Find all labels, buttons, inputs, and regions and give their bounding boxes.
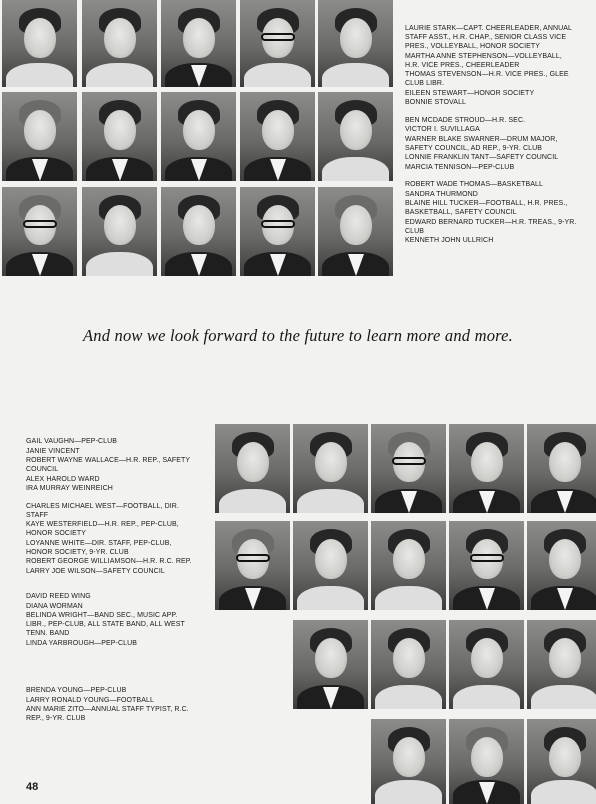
portrait-photo bbox=[318, 92, 393, 181]
portrait-photo bbox=[527, 521, 596, 610]
name-entry: IRA MURRAY WEINREICH bbox=[26, 485, 113, 492]
name-entry: DAVID REED WING bbox=[26, 593, 91, 600]
name-entry: LINDA YARBROUGH—PEP-CLUB bbox=[26, 639, 138, 647]
portrait-photo bbox=[240, 0, 315, 87]
name-entry: BRENDA YOUNG—PEP-CLUB bbox=[26, 687, 127, 694]
portrait-photo bbox=[318, 0, 393, 87]
portrait-photo bbox=[449, 620, 524, 709]
name-entry: LAURIE STARK—CAPT. CHEERLEADER, ANNUAL STAFF ASST., H.R. CHAP., SENIOR CLASS VICE PRES., VOLLEYBALL, HONOR SOCIETY bbox=[405, 25, 572, 50]
portrait-photo bbox=[2, 92, 77, 181]
portrait-photo bbox=[449, 719, 524, 804]
portrait-photo bbox=[161, 187, 236, 276]
portrait-photo bbox=[371, 424, 446, 513]
portrait-photo bbox=[82, 0, 157, 87]
name-entry: LARRY JOE WILSON—SAFETY COUNCIL bbox=[26, 567, 165, 575]
portrait-photo bbox=[293, 620, 368, 709]
name-entry: VICTOR I. SUVILLAGA bbox=[405, 126, 480, 133]
portrait-photo bbox=[293, 424, 368, 513]
portrait-photo bbox=[371, 620, 446, 709]
name-entry: THOMAS STEVENSON—H.R. VICE PRES., GLEE CLUB LIBR. bbox=[405, 71, 569, 87]
top-names-list bbox=[405, 24, 577, 246]
portrait-photo bbox=[527, 719, 596, 804]
page-number: 48 bbox=[26, 781, 39, 793]
bottom-names-list bbox=[26, 437, 198, 724]
name-entry: LONNIE FRANKLIN TANT—SAFETY COUNCIL bbox=[405, 154, 559, 161]
name-entry: BEN MCDADE STROUD—H.R. SEC. bbox=[405, 116, 526, 124]
name-entry: DIANA WORMAN bbox=[26, 602, 83, 610]
portrait-photo bbox=[2, 187, 77, 276]
spacer bbox=[405, 172, 577, 180]
name-entry: ANN MARIE ZITO—ANNUAL STAFF TYPIST, R.C. REP., 9-YR. CLUB bbox=[26, 706, 189, 722]
name-entry: MARTHA ANNE STEPHENSON—VOLLEYBALL, H.R. VICE PRES., CHEERLEADER bbox=[405, 52, 562, 69]
spacer bbox=[26, 494, 198, 502]
name-entry: BLAINE HILL TUCKER—FOOTBALL, H.R. PRES., BASKETBALL, SAFETY COUNCIL bbox=[405, 200, 568, 216]
name-entry: ALEX HAROLD WARD bbox=[26, 475, 100, 483]
name-entry: JANIE VINCENT bbox=[26, 447, 80, 455]
portrait-photo bbox=[82, 92, 157, 181]
page-quote: And now we look forward to the future to learn more and more. bbox=[82, 326, 514, 345]
name-entry: BONNIE STOVALL bbox=[405, 99, 467, 106]
portrait-photo bbox=[215, 521, 290, 610]
name-entry: ROBERT GEORGE WILLIAMSON—H.R. R.C. REP. bbox=[26, 558, 192, 565]
name-entry: KENNETH JOHN ULLRICH bbox=[405, 237, 494, 244]
portrait-photo bbox=[371, 719, 446, 804]
portrait-photo bbox=[527, 620, 596, 709]
spacer bbox=[26, 648, 198, 686]
name-entry: GAIL VAUGHN—PEP-CLUB bbox=[26, 438, 118, 445]
spacer bbox=[26, 576, 198, 592]
name-entry: ROBERT WAYNE WALLACE—H.R. REP., SAFETY COUNCIL bbox=[26, 457, 191, 473]
name-entry: EILEEN STEWART—HONOR SOCIETY bbox=[405, 89, 535, 97]
portrait-photo bbox=[161, 92, 236, 181]
portrait-photo bbox=[371, 521, 446, 610]
name-entry: LARRY RONALD YOUNG—FOOTBALL bbox=[26, 696, 154, 704]
name-entry: LOYANNE WHITE—DIR. STAFF, PEP-CLUB, HONOR SOCIETY, 9-YR. CLUB bbox=[26, 539, 172, 556]
portrait-photo bbox=[2, 0, 77, 87]
portrait-photo bbox=[82, 187, 157, 276]
name-entry: CHARLES MICHAEL WEST—FOOTBALL, DIR. STAFF bbox=[26, 502, 179, 519]
name-entry: BELINDA WRIGHT—BAND SEC., MUSIC APP. LIBR., PEP-CLUB, ALL STATE BAND, ALL WEST TENN. BAND bbox=[26, 612, 185, 637]
portrait-photo bbox=[240, 187, 315, 276]
portrait-photo bbox=[318, 187, 393, 276]
portrait-photo bbox=[527, 424, 596, 513]
portrait-photo bbox=[215, 424, 290, 513]
name-entry: SANDRA THURMOND bbox=[405, 190, 478, 198]
name-entry: MARCIA TENNISON—PEP-CLUB bbox=[405, 163, 515, 171]
name-entry: EDWARD BERNARD TUCKER—H.R. TREAS., 9-YR. CLUB bbox=[405, 218, 577, 235]
portrait-photo bbox=[449, 521, 524, 610]
portrait-photo bbox=[449, 424, 524, 513]
portrait-photo bbox=[161, 0, 236, 87]
portrait-photo bbox=[293, 521, 368, 610]
spacer bbox=[405, 108, 577, 116]
portrait-photo bbox=[240, 92, 315, 181]
name-entry: ROBERT WADE THOMAS—BASKETBALL bbox=[405, 181, 544, 188]
name-entry: WARNER BLAKE SWARNER—DRUM MAJOR, SAFETY COUNCIL, AD REP., 9-YR. CLUB bbox=[405, 135, 558, 152]
name-entry: KAYE WESTERFIELD—H.R. REP., PEP-CLUB, HONOR SOCIETY bbox=[26, 521, 179, 537]
